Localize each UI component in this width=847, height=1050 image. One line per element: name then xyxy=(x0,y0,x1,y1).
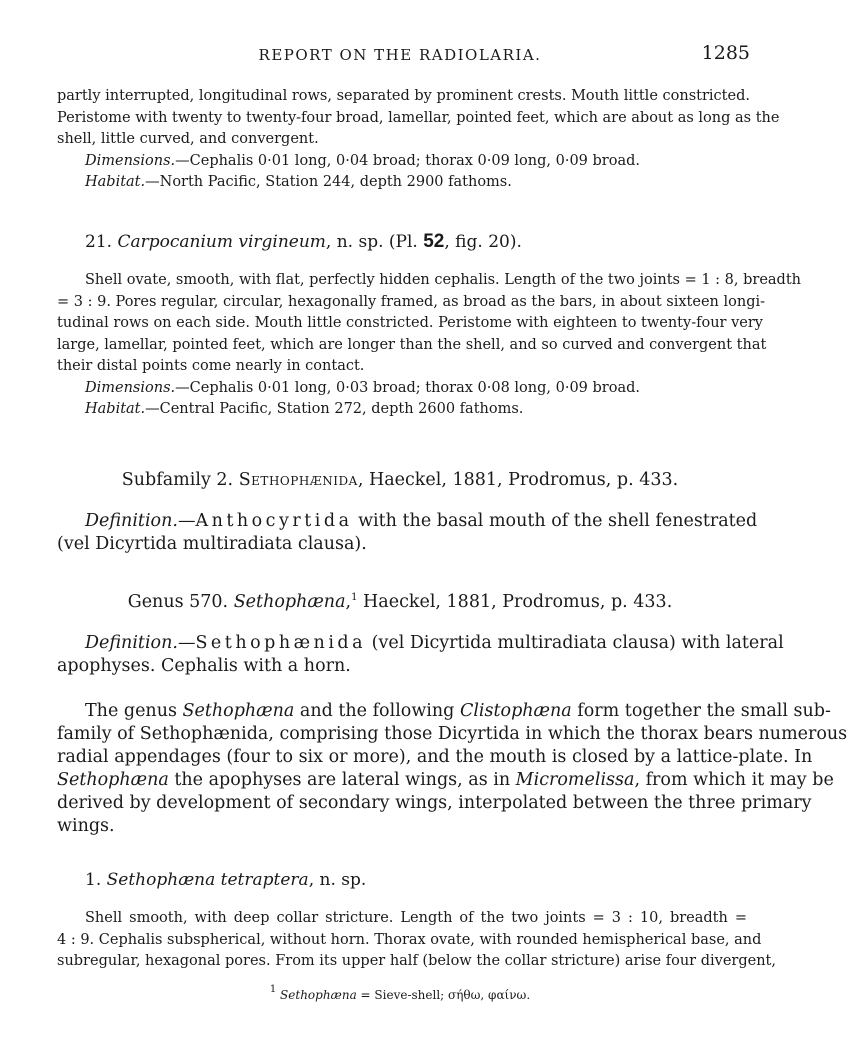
dimensions-line xyxy=(57,151,747,173)
species-description xyxy=(57,908,776,973)
text-line: subregular, hexagonal pores. From its upper half (below the collar stricture) arise four divergent, xyxy=(57,953,776,969)
species-name: Sethophæna tetraptera xyxy=(106,870,309,890)
text-run: , from which it may be xyxy=(634,770,834,790)
definition-term: Anthocyrtida xyxy=(195,511,353,531)
plate-number: 52 xyxy=(423,231,445,252)
habitat-text: —North Pacific, Station 244, depth 2900 fathoms. xyxy=(145,174,512,190)
genus-prefix: Genus 570. xyxy=(127,592,229,612)
genus-name: Micromelissa xyxy=(515,770,635,790)
species-heading xyxy=(85,231,522,253)
text-line: family of Sethophænida, comprising those Dicyrtida in which the thorax bears numerous xyxy=(57,724,847,744)
genus-paragraph xyxy=(57,700,847,838)
subfamily-heading xyxy=(0,470,800,490)
genus-suffix: Haeckel, 1881, Prodromus, p. 433. xyxy=(357,592,673,612)
definition-label: Definition. xyxy=(85,633,178,653)
text-line: = 3 : 9. Pores regular, circular, hexagonally framed, as broad as the bars, in about sixteen longi- xyxy=(57,293,766,310)
dimensions-line xyxy=(57,378,747,400)
text-line: 4 : 9. Cephalis subspherical, without horn. Thorax ovate, with rounded hemispherical base, and xyxy=(57,931,762,948)
text-line: wings. xyxy=(57,816,115,836)
genus-name: Sethophæna xyxy=(233,592,346,612)
page-number: 1285 xyxy=(701,42,750,64)
text-run: and the following xyxy=(294,701,460,721)
text-run: form together the small sub- xyxy=(571,701,831,721)
definition-line xyxy=(57,632,784,655)
text-line: partly interrupted, longitudinal rows, separated by prominent crests. Mouth little constricted. xyxy=(57,88,750,104)
genus-name: Sethophæna xyxy=(57,770,169,790)
genus-name: Sethophæna xyxy=(182,701,295,721)
species-number: 21. xyxy=(85,232,113,252)
dimensions-text: —Cephalis 0·01 long, 0·04 broad; thorax 0·09 long, 0·09 broad. xyxy=(175,152,640,169)
running-title: REPORT ON THE RADIOLARIA. xyxy=(258,46,542,64)
footnote-term: Sethophæna xyxy=(280,988,357,1002)
dimensions-label: Dimensions. xyxy=(85,152,176,169)
text-line: their distal points come nearly in contact. xyxy=(57,358,365,374)
definition-line xyxy=(57,510,758,533)
footnote-mark: 1 xyxy=(269,984,277,995)
species-name: Carpocanium virgineum xyxy=(117,232,326,252)
definition-line: apophyses. Cephalis with a horn. xyxy=(57,656,351,676)
definition-term: Sethophænida xyxy=(195,633,367,653)
genus-definition xyxy=(57,632,784,678)
text-line: large, lamellar, pointed feet, which are longer than the shell, and so curved and convergent that xyxy=(57,336,767,353)
dimensions-text: —Cephalis 0·01 long, 0·03 broad; thorax 0·08 long, 0·09 broad. xyxy=(175,379,640,396)
footnote xyxy=(0,984,800,1002)
habitat-label: Habitat. xyxy=(85,174,146,190)
subfamily-name: Sethophænida xyxy=(238,470,358,490)
text-line: tudinal rows on each side. Mouth little constricted. Peristome with eighteen to twenty-four very xyxy=(57,315,763,331)
definition-line: (vel Dicyrtida multiradiata clausa). xyxy=(57,534,367,554)
footnote-mark: 1 xyxy=(351,592,358,603)
species-description xyxy=(57,270,801,421)
subfamily-prefix: Subfamily 2. xyxy=(121,470,234,490)
text-run: The genus xyxy=(85,701,183,721)
text-line: shell, little curved, and convergent. xyxy=(57,131,319,147)
dimensions-label: Dimensions. xyxy=(85,379,176,396)
subfamily-definition xyxy=(57,510,758,556)
habitat-line xyxy=(57,172,747,194)
definition-label: Definition. xyxy=(85,511,178,531)
genus-heading: Genus 570. Sethophæna,$^1$ Haeckel, 1881, Prodromus, p. 433. xyxy=(127,592,673,612)
text-line: derived by development of secondary wings, interpolated between the three primary xyxy=(57,793,812,813)
text-line: Shell ovate, smooth, with flat, perfectly hidden cephalis. Length of the two joints = 1 : 8, breadth xyxy=(85,272,801,288)
text-line: Peristome with twenty to twenty-four broad, lamellar, pointed feet, which are about as long as the xyxy=(57,109,780,126)
text-line xyxy=(57,769,834,792)
species-suffix: , n. sp. xyxy=(308,870,367,890)
definition-text: (vel Dicyrtida multiradiata clausa) with lateral xyxy=(366,633,784,653)
text-line xyxy=(57,700,831,723)
text-line: Shell smooth, with deep collar stricture. Length of the two joints = 3 : 10, breadth = xyxy=(85,910,747,926)
habitat-line xyxy=(57,399,747,421)
figure-ref: , fig. 20). xyxy=(444,232,522,252)
text-run: the apophyses are lateral wings, as in xyxy=(168,770,516,790)
genus-name: Clistophæna xyxy=(459,701,572,721)
definition-text: with the basal mouth of the shell fenestrated xyxy=(352,511,758,531)
continued-paragraph xyxy=(57,86,780,194)
species-suffix: , n. sp. (Pl. xyxy=(325,232,424,252)
subfamily-suffix: , Haeckel, 1881, Prodromus, p. 433. xyxy=(357,470,679,490)
text-line: radial appendages (four to six or more), and the mouth is closed by a lattice-plate. In xyxy=(57,747,813,767)
species-number: 1. xyxy=(85,870,102,890)
habitat-text: —Central Pacific, Station 272, depth 2600 fathoms. xyxy=(145,401,524,417)
habitat-label: Habitat. xyxy=(85,401,146,417)
definition-dash: — xyxy=(177,633,196,653)
footnote-text: = Sieve-shell; σήθω, φαίνω. xyxy=(356,988,531,1002)
species-heading xyxy=(85,870,366,890)
definition-dash: — xyxy=(177,511,196,531)
